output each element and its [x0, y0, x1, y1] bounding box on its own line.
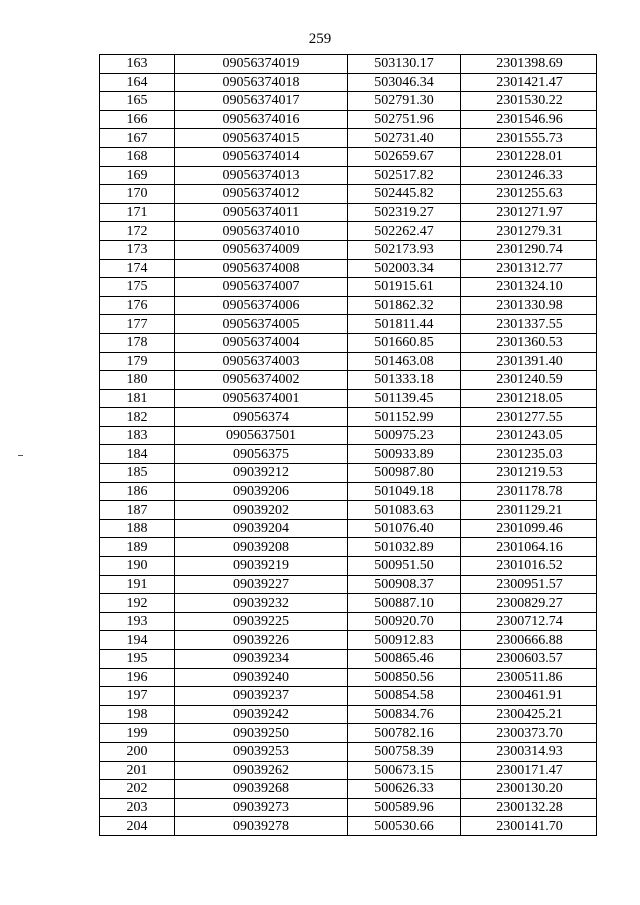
y-coordinate-cell: 2301290.74 — [461, 240, 597, 259]
x-coordinate-cell: 501915.61 — [348, 278, 461, 297]
point-id-cell: 09056374013 — [175, 166, 348, 185]
table-row — [100, 333, 597, 352]
row-index-cell: 167 — [100, 129, 175, 148]
row-index-cell: 191 — [100, 575, 175, 594]
x-coordinate-cell: 500530.66 — [348, 817, 461, 836]
table-row — [100, 631, 597, 650]
table-row — [100, 389, 597, 408]
table-row — [100, 259, 597, 278]
point-id-cell: 09039204 — [175, 519, 348, 538]
x-coordinate-cell: 500887.10 — [348, 594, 461, 613]
y-coordinate-cell: 2300511.86 — [461, 668, 597, 687]
point-id-cell: 09056374001 — [175, 389, 348, 408]
point-id-cell: 09039232 — [175, 594, 348, 613]
point-id-cell: 09056374003 — [175, 352, 348, 371]
y-coordinate-cell: 2300712.74 — [461, 612, 597, 631]
x-coordinate-cell: 500865.46 — [348, 650, 461, 669]
row-index-cell: 188 — [100, 519, 175, 538]
point-id-cell: 09056374019 — [175, 55, 348, 74]
row-index-cell: 165 — [100, 92, 175, 111]
y-coordinate-cell: 2301240.59 — [461, 371, 597, 390]
table-row — [100, 110, 597, 129]
point-id-cell: 09056374011 — [175, 203, 348, 222]
y-coordinate-cell: 2300425.21 — [461, 705, 597, 724]
table-row — [100, 222, 597, 241]
row-index-cell: 201 — [100, 761, 175, 780]
row-index-cell: 199 — [100, 724, 175, 743]
point-id-cell: 09039227 — [175, 575, 348, 594]
table-row — [100, 705, 597, 724]
y-coordinate-cell: 2301391.40 — [461, 352, 597, 371]
table-row — [100, 575, 597, 594]
x-coordinate-cell: 502517.82 — [348, 166, 461, 185]
row-index-cell: 195 — [100, 650, 175, 669]
row-index-cell: 192 — [100, 594, 175, 613]
table-row — [100, 482, 597, 501]
x-coordinate-cell: 500908.37 — [348, 575, 461, 594]
point-id-cell: 09039237 — [175, 687, 348, 706]
x-coordinate-cell: 502445.82 — [348, 185, 461, 204]
y-coordinate-cell: 2301421.47 — [461, 73, 597, 92]
table-row — [100, 668, 597, 687]
x-coordinate-cell: 500850.56 — [348, 668, 461, 687]
row-index-cell: 163 — [100, 55, 175, 74]
table-row — [100, 742, 597, 761]
point-id-cell: 09039253 — [175, 742, 348, 761]
row-index-cell: 172 — [100, 222, 175, 241]
table-row — [100, 240, 597, 259]
x-coordinate-cell: 502262.47 — [348, 222, 461, 241]
y-coordinate-cell: 2300829.27 — [461, 594, 597, 613]
row-index-cell: 204 — [100, 817, 175, 836]
point-id-cell: 09039208 — [175, 538, 348, 557]
point-id-cell: 09039219 — [175, 557, 348, 576]
y-coordinate-cell: 2301218.05 — [461, 389, 597, 408]
point-id-cell: 09039212 — [175, 464, 348, 483]
y-coordinate-cell: 2300373.70 — [461, 724, 597, 743]
x-coordinate-cell: 501032.89 — [348, 538, 461, 557]
y-coordinate-cell: 2300666.88 — [461, 631, 597, 650]
x-coordinate-cell: 501049.18 — [348, 482, 461, 501]
point-id-cell: 09039225 — [175, 612, 348, 631]
table-row — [100, 519, 597, 538]
y-coordinate-cell: 2301555.73 — [461, 129, 597, 148]
table-row — [100, 798, 597, 817]
table-row — [100, 315, 597, 334]
table-row — [100, 408, 597, 427]
row-index-cell: 164 — [100, 73, 175, 92]
table-row — [100, 594, 597, 613]
table-row — [100, 445, 597, 464]
x-coordinate-cell: 501152.99 — [348, 408, 461, 427]
y-coordinate-cell: 2301324.10 — [461, 278, 597, 297]
row-index-cell: 176 — [100, 296, 175, 315]
y-coordinate-cell: 2301398.69 — [461, 55, 597, 74]
row-index-cell: 171 — [100, 203, 175, 222]
y-coordinate-cell: 2301228.01 — [461, 147, 597, 166]
y-coordinate-cell: 2301235.03 — [461, 445, 597, 464]
row-index-cell: 168 — [100, 147, 175, 166]
x-coordinate-cell: 500782.16 — [348, 724, 461, 743]
table-row — [100, 352, 597, 371]
y-coordinate-cell: 2300132.28 — [461, 798, 597, 817]
x-coordinate-cell: 502003.34 — [348, 259, 461, 278]
row-index-cell: 196 — [100, 668, 175, 687]
y-coordinate-cell: 2301219.53 — [461, 464, 597, 483]
table-row — [100, 426, 597, 445]
table-row — [100, 687, 597, 706]
y-coordinate-cell: 2301277.55 — [461, 408, 597, 427]
row-index-cell: 170 — [100, 185, 175, 204]
y-coordinate-cell: 2300141.70 — [461, 817, 597, 836]
point-id-cell: 09056374009 — [175, 240, 348, 259]
x-coordinate-cell: 500673.15 — [348, 761, 461, 780]
table-body — [100, 55, 597, 836]
point-id-cell: 09056374012 — [175, 185, 348, 204]
row-index-cell: 174 — [100, 259, 175, 278]
table-row — [100, 612, 597, 631]
x-coordinate-cell: 501811.44 — [348, 315, 461, 334]
x-coordinate-cell: 502731.40 — [348, 129, 461, 148]
x-coordinate-cell: 500933.89 — [348, 445, 461, 464]
y-coordinate-cell: 2301255.63 — [461, 185, 597, 204]
y-coordinate-cell: 2300171.47 — [461, 761, 597, 780]
y-coordinate-cell: 2301243.05 — [461, 426, 597, 445]
row-index-cell: 186 — [100, 482, 175, 501]
point-id-cell: 09056374016 — [175, 110, 348, 129]
table-row — [100, 203, 597, 222]
row-index-cell: 194 — [100, 631, 175, 650]
point-id-cell: 09039242 — [175, 705, 348, 724]
point-id-cell: 09056374004 — [175, 333, 348, 352]
point-id-cell: 09039206 — [175, 482, 348, 501]
point-id-cell: 09056374005 — [175, 315, 348, 334]
point-id-cell: 09056375 — [175, 445, 348, 464]
table-row — [100, 724, 597, 743]
row-index-cell: 184 — [100, 445, 175, 464]
x-coordinate-cell: 500987.80 — [348, 464, 461, 483]
y-coordinate-cell: 2301312.77 — [461, 259, 597, 278]
point-id-cell: 09039273 — [175, 798, 348, 817]
row-index-cell: 175 — [100, 278, 175, 297]
y-coordinate-cell: 2301279.31 — [461, 222, 597, 241]
x-coordinate-cell: 502319.27 — [348, 203, 461, 222]
point-id-cell: 09056374007 — [175, 278, 348, 297]
y-coordinate-cell: 2301016.52 — [461, 557, 597, 576]
table-row — [100, 557, 597, 576]
table-row — [100, 92, 597, 111]
row-index-cell: 185 — [100, 464, 175, 483]
y-coordinate-cell: 2301099.46 — [461, 519, 597, 538]
x-coordinate-cell: 503046.34 — [348, 73, 461, 92]
y-coordinate-cell: 2301271.97 — [461, 203, 597, 222]
row-index-cell: 203 — [100, 798, 175, 817]
x-coordinate-cell: 501463.08 — [348, 352, 461, 371]
y-coordinate-cell: 2301178.78 — [461, 482, 597, 501]
y-coordinate-cell: 2301330.98 — [461, 296, 597, 315]
table-row — [100, 761, 597, 780]
y-coordinate-cell: 2301530.22 — [461, 92, 597, 111]
x-coordinate-cell: 502173.93 — [348, 240, 461, 259]
x-coordinate-cell: 500589.96 — [348, 798, 461, 817]
table-row — [100, 147, 597, 166]
row-index-cell: 198 — [100, 705, 175, 724]
x-coordinate-cell: 501139.45 — [348, 389, 461, 408]
row-index-cell: 180 — [100, 371, 175, 390]
row-index-cell: 187 — [100, 501, 175, 520]
y-coordinate-cell: 2301337.55 — [461, 315, 597, 334]
row-index-cell: 182 — [100, 408, 175, 427]
point-id-cell: 09056374 — [175, 408, 348, 427]
row-index-cell: 178 — [100, 333, 175, 352]
table-row — [100, 129, 597, 148]
row-index-cell: 200 — [100, 742, 175, 761]
point-id-cell: 09056374015 — [175, 129, 348, 148]
point-id-cell: 09039240 — [175, 668, 348, 687]
row-index-cell: 197 — [100, 687, 175, 706]
row-index-cell: 169 — [100, 166, 175, 185]
y-coordinate-cell: 2301546.96 — [461, 110, 597, 129]
x-coordinate-cell: 500975.23 — [348, 426, 461, 445]
table-row — [100, 538, 597, 557]
x-coordinate-cell: 501083.63 — [348, 501, 461, 520]
row-index-cell: 177 — [100, 315, 175, 334]
point-id-cell: 09039262 — [175, 761, 348, 780]
table-row — [100, 185, 597, 204]
row-index-cell: 190 — [100, 557, 175, 576]
y-coordinate-cell: 2300461.91 — [461, 687, 597, 706]
row-index-cell: 183 — [100, 426, 175, 445]
point-id-cell: 09039250 — [175, 724, 348, 743]
point-id-cell: 09056374010 — [175, 222, 348, 241]
y-coordinate-cell: 2300951.57 — [461, 575, 597, 594]
x-coordinate-cell: 501076.40 — [348, 519, 461, 538]
y-coordinate-cell: 2300603.57 — [461, 650, 597, 669]
y-coordinate-cell: 2300130.20 — [461, 780, 597, 799]
table-row — [100, 296, 597, 315]
table-row — [100, 464, 597, 483]
x-coordinate-cell: 502751.96 — [348, 110, 461, 129]
point-id-cell: 09039278 — [175, 817, 348, 836]
stray-mark — [18, 455, 23, 456]
coordinate-table — [99, 54, 597, 836]
row-index-cell: 179 — [100, 352, 175, 371]
x-coordinate-cell: 500854.58 — [348, 687, 461, 706]
y-coordinate-cell: 2301360.53 — [461, 333, 597, 352]
table-row — [100, 73, 597, 92]
row-index-cell: 202 — [100, 780, 175, 799]
x-coordinate-cell: 501333.18 — [348, 371, 461, 390]
table-row — [100, 650, 597, 669]
x-coordinate-cell: 501862.32 — [348, 296, 461, 315]
x-coordinate-cell: 500834.76 — [348, 705, 461, 724]
x-coordinate-cell: 502659.67 — [348, 147, 461, 166]
x-coordinate-cell: 503130.17 — [348, 55, 461, 74]
row-index-cell: 189 — [100, 538, 175, 557]
point-id-cell: 09056374018 — [175, 73, 348, 92]
x-coordinate-cell: 502791.30 — [348, 92, 461, 111]
point-id-cell: 09056374008 — [175, 259, 348, 278]
point-id-cell: 09056374006 — [175, 296, 348, 315]
point-id-cell: 09039234 — [175, 650, 348, 669]
point-id-cell: 09039226 — [175, 631, 348, 650]
point-id-cell: 09056374017 — [175, 92, 348, 111]
y-coordinate-cell: 2301064.16 — [461, 538, 597, 557]
row-index-cell: 181 — [100, 389, 175, 408]
row-index-cell: 193 — [100, 612, 175, 631]
point-id-cell: 0905637501 — [175, 426, 348, 445]
table-row — [100, 278, 597, 297]
row-index-cell: 166 — [100, 110, 175, 129]
point-id-cell: 09056374002 — [175, 371, 348, 390]
point-id-cell: 09039202 — [175, 501, 348, 520]
x-coordinate-cell: 501660.85 — [348, 333, 461, 352]
point-id-cell: 09056374014 — [175, 147, 348, 166]
page-number: 259 — [308, 31, 332, 47]
table-row — [100, 817, 597, 836]
y-coordinate-cell: 2300314.93 — [461, 742, 597, 761]
point-id-cell: 09039268 — [175, 780, 348, 799]
table-row — [100, 55, 597, 74]
row-index-cell: 173 — [100, 240, 175, 259]
table-row — [100, 371, 597, 390]
x-coordinate-cell: 500758.39 — [348, 742, 461, 761]
table-row — [100, 501, 597, 520]
x-coordinate-cell: 500920.70 — [348, 612, 461, 631]
y-coordinate-cell: 2301246.33 — [461, 166, 597, 185]
x-coordinate-cell: 500951.50 — [348, 557, 461, 576]
x-coordinate-cell: 500912.83 — [348, 631, 461, 650]
table-row — [100, 780, 597, 799]
y-coordinate-cell: 2301129.21 — [461, 501, 597, 520]
x-coordinate-cell: 500626.33 — [348, 780, 461, 799]
table-row — [100, 166, 597, 185]
